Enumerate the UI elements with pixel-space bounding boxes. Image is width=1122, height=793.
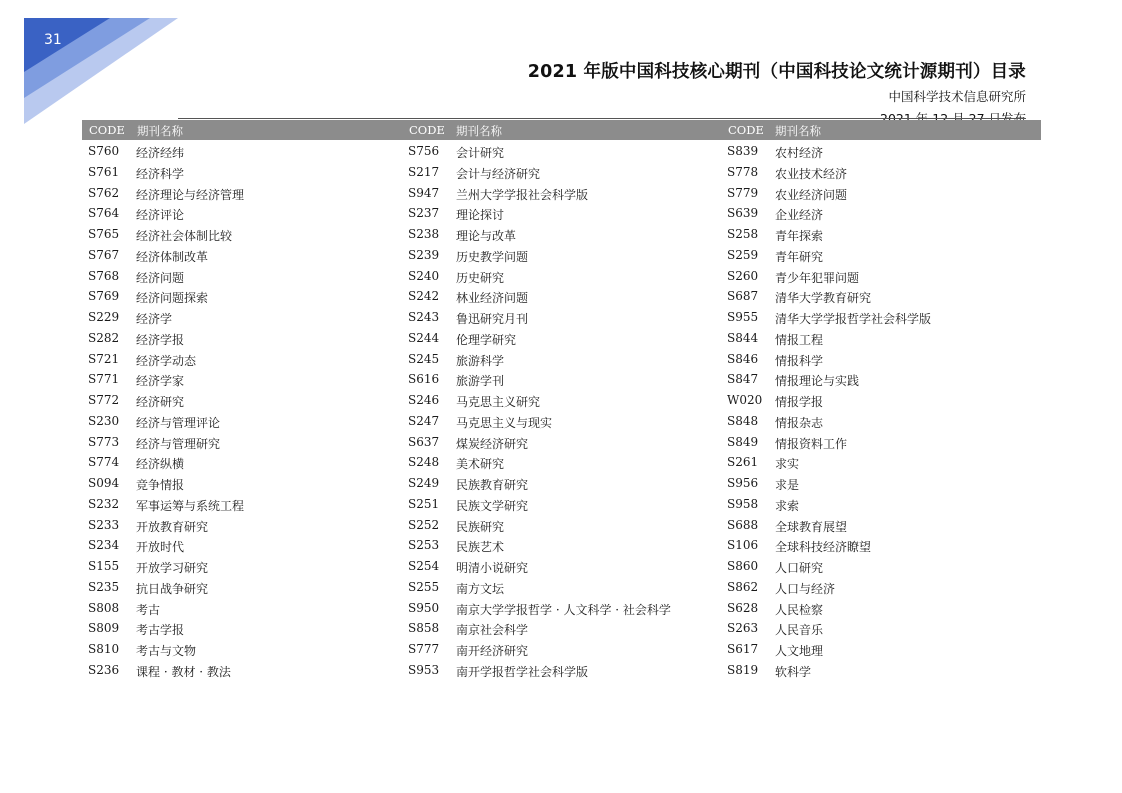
journal-code: S779	[727, 185, 759, 200]
journal-code: S819	[727, 662, 759, 677]
journal-code: S229	[88, 310, 120, 324]
table-header-bar	[82, 120, 1041, 140]
journal-code: S849	[727, 434, 759, 449]
journal-code: S639	[727, 206, 759, 221]
journal-name: 民族艺术	[456, 540, 505, 555]
journal-name: 课程 · 教材 · 教法	[136, 664, 231, 679]
journal-code: S240	[408, 268, 440, 283]
journal-code: S248	[408, 455, 440, 470]
journal-code: S094	[88, 476, 120, 490]
journal-code: S235	[88, 579, 120, 594]
journal-code: S238	[408, 227, 440, 241]
journal-code: S778	[727, 164, 759, 179]
journal-name: 农村经济	[775, 146, 824, 160]
journal-name: 历史教学问题	[456, 249, 529, 264]
journal-name: 青年研究	[775, 249, 824, 264]
journal-name: 求索	[775, 498, 800, 513]
journal-code: S777	[408, 642, 440, 656]
journal-name: 考古学报	[136, 623, 185, 638]
journal-name: 美术研究	[456, 457, 505, 472]
journal-code: S246	[408, 393, 440, 407]
column-header-name: 期刊名称	[137, 124, 183, 138]
journal-name: 经济社会体制比较	[136, 229, 233, 243]
journal-name: 农业技术经济	[775, 166, 848, 181]
column-header-code: CODE	[728, 123, 764, 137]
journal-code: S263	[727, 621, 759, 636]
journal-code: S860	[727, 559, 759, 573]
journal-name: 旅游学刊	[456, 374, 505, 389]
journal-code: S846	[727, 351, 759, 366]
journal-code: S953	[408, 662, 440, 677]
journal-name: 经济学	[136, 312, 173, 326]
journal-name: 开放学习研究	[136, 561, 209, 575]
journal-code: S155	[88, 559, 120, 573]
journal-name: 伦理学研究	[456, 332, 517, 347]
journal-name: 全球教育展望	[775, 519, 848, 534]
journal-name: 军事运筹与系统工程	[136, 498, 245, 513]
journal-code: S237	[408, 206, 440, 221]
journal-code: S260	[727, 268, 759, 283]
journal-name: 南京社会科学	[456, 623, 529, 638]
column-header-name: 期刊名称	[775, 124, 821, 138]
journal-name: 经济理论与经济管理	[136, 187, 245, 202]
journal-code: S950	[408, 600, 440, 615]
journal-code: S858	[408, 621, 440, 636]
journal-name: 求是	[775, 478, 800, 492]
journal-name: 人民检察	[775, 602, 824, 617]
journal-code: S217	[408, 164, 440, 179]
journal-code: S687	[727, 289, 759, 304]
journal-code: S247	[408, 413, 440, 428]
journal-name: 马克思主义研究	[456, 395, 541, 409]
journal-code: S282	[88, 330, 120, 345]
journal-name: 考古与文物	[136, 644, 197, 658]
journal-name: 人民音乐	[775, 623, 824, 638]
journal-name: 会计研究	[456, 146, 505, 160]
journal-name: 经济纵横	[136, 457, 185, 472]
journal-code: S765	[88, 227, 120, 241]
journal-name: 经济学家	[136, 374, 185, 389]
journal-name: 鲁迅研究月刊	[456, 312, 529, 326]
journal-code: S772	[88, 393, 120, 407]
journal-code: S810	[88, 642, 120, 656]
journal-code: W020	[727, 393, 763, 407]
journal-name: 经济与管理研究	[136, 436, 221, 451]
journal-code: S239	[408, 247, 440, 262]
journal-code: S768	[88, 268, 120, 283]
journal-name: 马克思主义与现实	[456, 415, 553, 430]
journal-name: 情报理论与实践	[775, 374, 860, 389]
journal-name: 情报资料工作	[775, 436, 848, 451]
journal-name: 人口研究	[775, 561, 824, 575]
journal-name: 青少年犯罪问题	[775, 270, 860, 285]
page-title: 2021 年版中国科技核心期刊（中国科技论文统计源期刊）目录	[527, 62, 1026, 82]
journal-name: 企业经济	[775, 208, 824, 223]
journal-code: S773	[88, 434, 120, 449]
journal-name: 抗日战争研究	[136, 581, 209, 596]
journal-code: S261	[727, 455, 759, 470]
journal-name: 会计与经济研究	[456, 166, 541, 181]
journal-name: 竞争情报	[136, 478, 185, 492]
journal-code: S255	[408, 579, 440, 594]
journal-name: 人文地理	[775, 644, 824, 658]
journal-code: S688	[727, 517, 759, 532]
journal-name: 经济评论	[136, 208, 185, 223]
journal-name: 理论与改革	[456, 229, 517, 243]
journal-code: S958	[727, 496, 759, 511]
journal-name: 民族文学研究	[456, 498, 529, 513]
journal-code: S761	[88, 164, 120, 179]
journal-name: 南开经济研究	[456, 644, 529, 658]
journal-code: S764	[88, 206, 120, 221]
journal-name: 民族教育研究	[456, 478, 529, 492]
journal-code: S769	[88, 289, 120, 304]
journal-code: S628	[727, 600, 759, 615]
journal-code: S771	[88, 372, 120, 387]
journal-code: S254	[408, 559, 440, 573]
journal-code: S233	[88, 517, 120, 532]
journal-name: 经济问题探索	[136, 291, 209, 306]
journal-code: S244	[408, 330, 440, 345]
journal-name: 情报杂志	[775, 415, 824, 430]
journal-code: S252	[408, 517, 440, 532]
journal-code: S808	[88, 600, 120, 615]
journal-code: S253	[408, 538, 440, 553]
journal-name: 南开学报哲学社会科学版	[456, 664, 589, 679]
journal-code: S721	[88, 351, 120, 366]
journal-name: 煤炭经济研究	[456, 436, 529, 451]
journal-code: S774	[88, 455, 120, 470]
publisher: 中国科学技术信息研究所	[888, 89, 1026, 104]
journal-name: 林业经济问题	[456, 291, 529, 306]
journal-name: 旅游科学	[456, 353, 505, 368]
journal-name: 青年探索	[775, 229, 824, 243]
journal-name: 理论探讨	[456, 208, 505, 223]
journal-code: S760	[88, 144, 120, 158]
journal-code: S756	[408, 144, 440, 158]
journal-name: 经济学动态	[136, 353, 197, 368]
journal-name: 南方文坛	[456, 581, 505, 596]
journal-code: S847	[727, 372, 759, 387]
header-rule	[178, 118, 1026, 119]
journal-code: S637	[408, 434, 440, 449]
journal-code: S616	[408, 372, 440, 387]
journal-code: S762	[88, 185, 120, 200]
journal-name: 经济科学	[136, 166, 185, 181]
journal-name: 考古	[136, 602, 161, 617]
journal-code: S106	[727, 538, 759, 553]
column-header-code: CODE	[409, 123, 445, 137]
journal-name: 兰州大学学报社会科学版	[456, 187, 589, 202]
journal-name: 经济研究	[136, 395, 185, 409]
document-header	[528, 58, 1026, 127]
journal-code: S249	[408, 476, 440, 490]
journal-name: 南京大学学报哲学 · 人文科学 · 社会科学	[456, 602, 671, 617]
journal-code: S848	[727, 413, 759, 428]
journal-name: 情报学报	[775, 395, 824, 409]
journal-name: 开放时代	[136, 540, 185, 555]
corner-decoration	[0, 0, 190, 130]
journal-code: S259	[727, 247, 759, 262]
journal-code: S767	[88, 247, 120, 262]
column-header-name: 期刊名称	[456, 124, 502, 138]
journal-name: 明清小说研究	[456, 561, 529, 575]
journal-name: 软科学	[775, 664, 812, 679]
journal-name: 全球科技经济瞭望	[775, 540, 872, 555]
journal-code: S844	[727, 330, 759, 345]
journal-code: S839	[727, 144, 759, 158]
journal-code: S947	[408, 185, 440, 200]
journal-name: 清华大学教育研究	[775, 291, 872, 306]
journal-code: S862	[727, 579, 759, 594]
journal-name: 经济经纬	[136, 146, 185, 160]
journal-code: S234	[88, 538, 120, 553]
journal-name: 民族研究	[456, 519, 505, 534]
journal-name: 情报工程	[775, 332, 824, 347]
journal-name: 经济与管理评论	[136, 415, 221, 430]
journal-name: 人口与经济	[775, 581, 836, 596]
journal-code: S236	[88, 662, 120, 677]
journal-name: 农业经济问题	[775, 187, 848, 202]
journal-code: S232	[88, 496, 120, 511]
journal-code: S251	[408, 496, 440, 511]
journal-name: 清华大学学报哲学社会科学版	[775, 312, 932, 326]
journal-code: S243	[408, 310, 440, 324]
journal-code: S809	[88, 621, 120, 636]
journal-name: 经济问题	[136, 270, 185, 285]
journal-code: S242	[408, 289, 440, 304]
column-header-code: CODE	[89, 123, 125, 137]
journal-name: 经济体制改革	[136, 249, 209, 264]
journal-code: S230	[88, 413, 120, 428]
journal-name: 历史研究	[456, 270, 505, 285]
journal-name: 情报科学	[775, 353, 824, 368]
journal-code: S258	[727, 227, 759, 241]
page-number: 31	[44, 32, 62, 48]
journal-name: 开放教育研究	[136, 519, 209, 534]
journal-code: S955	[727, 310, 759, 324]
journal-name: 经济学报	[136, 332, 185, 347]
journal-name: 求实	[775, 457, 800, 472]
journal-code: S245	[408, 351, 440, 366]
journal-code: S956	[727, 476, 759, 490]
journal-code: S617	[727, 642, 759, 656]
